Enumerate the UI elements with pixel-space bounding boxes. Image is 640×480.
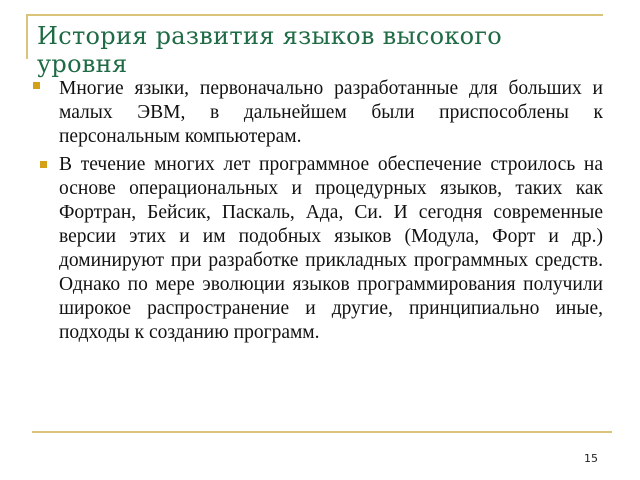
bottom-decorative-rule bbox=[32, 431, 612, 433]
slide-title: История развития языков высокого уровня bbox=[37, 22, 503, 78]
bullet-item bbox=[59, 153, 603, 345]
bullet-text: Многие языки, первоначально разработанные для больших и малых ЭВМ, в дальнейшем были приспособлены к персональным компьютерам. bbox=[59, 78, 603, 147]
bullet-list bbox=[59, 77, 603, 349]
top-decorative-rule bbox=[26, 14, 603, 16]
bullet-item bbox=[59, 77, 603, 149]
page-number: 15 bbox=[584, 452, 598, 465]
bullet-text: В течение многих лет программное обеспечение строилось на основе операциональных и процедурных языков, таких как Фортран, Бейсик, Паскаль, Ада, Си. И сегодня современные версии этих и им подобных языков (Модула, Форт и др.) доминируют при разработке прикладных программных средств. Однако по мере эволюции языков программирования получили широкое распространение и другие, принципиально иные, подходы к созданию программ. bbox=[59, 154, 603, 343]
square-bullet-icon bbox=[40, 161, 47, 168]
left-decorative-rule bbox=[26, 14, 28, 59]
square-bullet-icon bbox=[33, 82, 40, 89]
